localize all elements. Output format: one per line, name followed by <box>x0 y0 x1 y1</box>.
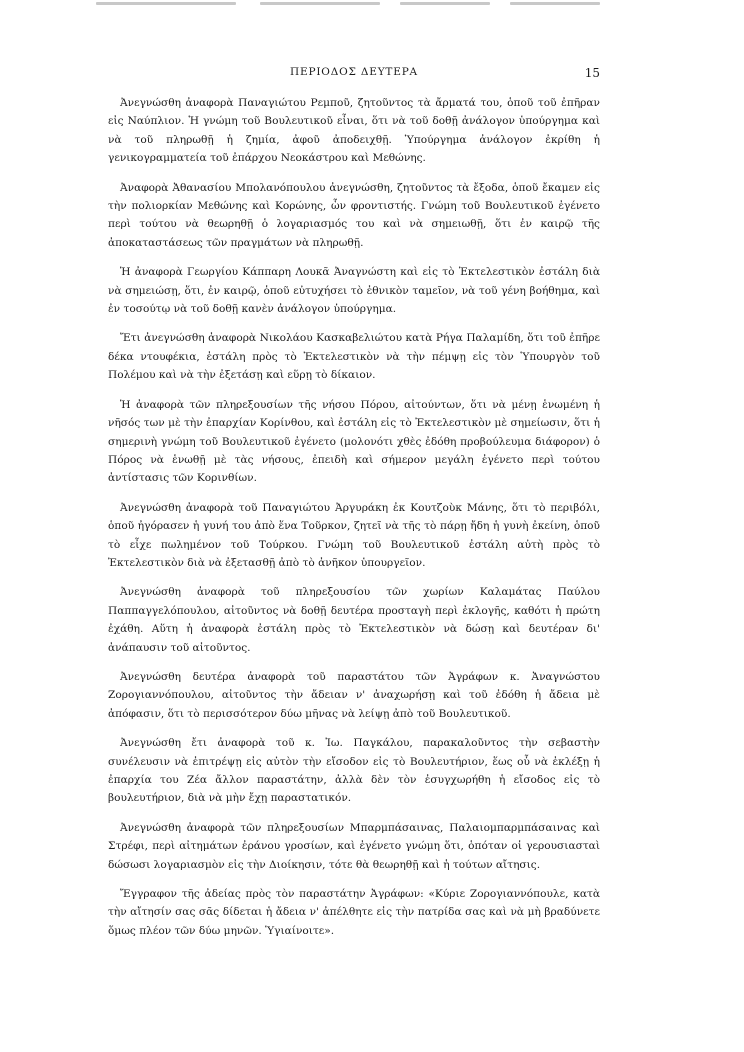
paragraph: Ἡ ἀναφορὰ Γεωργίου Κάππαρη Λουκᾶ Ἀναγνώστη καὶ εἰς τὸ Ἐκτελεστικὸν ἐστάλη διὰ νὰ σημειώσῃ, ὅτι, ἐν καιρῷ, ὁποῦ εὐτυχήσει τὸ ἐθνικὸν ταμεῖον, νὰ τοῦ γένη βοήθημα, καὶ ἐν τοσούτῳ νὰ τοῦ δοθῇ κανὲν ἀνάλογον ὑπούργημα. <box>108 266 600 316</box>
paragraph: Ἀναφορὰ Ἀθανασίου Μπολανόπουλου ἀνεγνώσθη, ζητοῦντος τὰ ἔξοδα, ὁποῦ ἔκαμεν εἰς τὴν πολιορκίαν Μεθώνης καὶ Κορώνης, ὧν φροντιστής. Γνώμη τοῦ Βουλευτικοῦ ἐγένετο περὶ τούτου νὰ θεωρηθῇ ὁ λογαριασμός του καὶ νὰ σημειωθῇ, ὅτι ἐν καιρῷ τῆς ἀποκαταστάσεως τῶν πραγμάτων νὰ πληρωθῇ. <box>108 181 600 249</box>
page-header <box>108 66 600 84</box>
page-number: 15 <box>584 66 600 80</box>
paragraph: Ἀνεγνώσθη ἀναφορὰ τῶν πληρεξουσίων Μπαρμπάσαινας, Παλαιομπαρμπάσαινας καὶ Στρέφι, περὶ αἰτημάτων ἐράνου γροσίων, καὶ ἐγένετο γνώμη ὅτι, ὁπόταν οἱ γερουσιασταὶ δώσωσι λογαριασμὸν εἰς τὴν Διοίκησιν, τότε θὰ θεωρηθῇ καὶ ἡ τούτων αἴτησις. <box>108 821 600 871</box>
scan-artifact <box>260 2 380 5</box>
running-head: ΠΕΡΙΟΔΟΣ ΔΕΥΤΕΡΑ <box>290 66 418 78</box>
scan-artifact <box>510 2 600 5</box>
paragraph: Ἡ ἀναφορὰ τῶν πληρεξουσίων τῆς νήσου Πόρου, αἰτούντων, ὅτι νὰ μένῃ ἑνωμένη ἡ νῆσός των μὲ τὴν ἐπαρχίαν Κορίνθου, καὶ ἐστάλη εἰς τὸ Ἐκτελεστικὸν μὲ σημείωσιν, ὅτι ἡ σημερινὴ γνώμη τοῦ Βουλευτικοῦ ἐγένετο (μολονότι χθὲς ἐδόθη προβούλευμα διάφορον) ὁ Πόρος νὰ ἑνωθῇ μὲ τὰς νήσους, ἐπειδὴ καὶ σήμερον μεγάλη ἐγένετο περὶ τούτου ἀντίστασις τῶν Κορινθίων. <box>108 398 600 485</box>
paragraph: Ἀνεγνώσθη δευτέρα ἀναφορὰ τοῦ παραστάτου τῶν Ἀγράφων κ. Ἀναγνώστου Ζορογιαννόπουλου, αἰτοῦντος τὴν ἄδειαν ν' ἀναχωρήσῃ καὶ τοῦ ἐδόθη ἡ ἄδεια μὲ ἀπόφασιν, ὅτι τὸ περισσότερον δύω μῆνας νὰ λείψῃ ἀπὸ τοῦ Βουλευτικοῦ. <box>108 670 600 720</box>
scan-artifact <box>400 2 490 5</box>
paragraph: Ἔγγραφον τῆς ἀδείας πρὸς τὸν παραστάτην Ἀγράφων: «Κύριε Ζορογιαννόπουλε, κατὰ τὴν αἴτησίν σας σᾶς δίδεται ἡ ἄδεια ν' ἀπέλθητε εἰς τὴν πατρίδα σας καὶ νὰ μὴ βραδύνετε ὅμως πλέον τῶν δύω μηνῶν. Ὑγιαίνοιτε». <box>108 888 600 937</box>
scan-artifact <box>96 2 236 5</box>
paragraph: Ἀνεγνώσθη ἀναφορὰ τοῦ Παναγιώτου Ἀργυράκη ἐκ Κουτζοὺκ Μάνης, ὅτι τὸ περιβόλι, ὁποῦ ἠγόρασεν ἡ γυνή του ἀπὸ ἕνα Τοῦρκον, ζητεῖ νὰ τῆς τὸ πάρῃ ἤδη ἡ γυνὴ ἐκείνη, ὁποῦ τὸ εἶχε πωλημένον τοῦ Τούρκου. Γνώμη τοῦ Βουλευτικοῦ ἐστάλη αὐτὴ πρὸς τὸ Ἐκτελεστικὸν διὰ νὰ ἐξετασθῇ ἀπὸ τὸ ἀνῆκον ὑπουργεῖον. <box>108 501 600 569</box>
paragraph: Ἀνεγνώσθη ἀναφορὰ τοῦ πληρεξουσίου τῶν χωρίων Καλαμάτας Παύλου Παππαγγελόπουλου, αἰτοῦντος νὰ δοθῇ δευτέρα προσταγὴ περὶ ἐκλογῆς, καθότι ἡ πρώτη ἐχάθη. Αὕτη ἡ ἀναφορὰ ἐστάλη πρὸς τὸ Ἐκτελεστικὸν νὰ δώσῃ καὶ δευτέραν δι' ἀνάπαυσιν τοῦ αἰτοῦντος. <box>108 586 600 654</box>
paragraph: Ἔτι ἀνεγνώσθη ἀναφορὰ Νικολάου Κασκαβελιώτου κατὰ Ρήγα Παλαμίδη, ὅτι τοῦ ἐπῆρε δέκα ντουφέκια, ἐστάλη πρὸς τὸ Ἐκτελεστικὸν νὰ τὴν πέμψῃ εἰς τὸν Ὑπουργὸν τοῦ Πολέμου καὶ νὰ τὴν ἐξετάσῃ καὶ εὕρῃ τὸ δίκαιον. <box>108 332 600 382</box>
paragraph: Ἀνεγνώσθη ἀναφορὰ Παναγιώτου Ρεμποῦ, ζητοῦντος τὰ ἄρματά του, ὁποῦ τοῦ ἐπῆραν εἰς Ναύπλιον. Ἡ γνώμη τοῦ Βουλευτικοῦ εἶναι, ὅτι νὰ τοῦ δοθῇ ἀνάλογον ὑπούργημα καὶ νὰ τοῦ πληρωθῇ ἡ ζημία, ἀφοῦ ἀποδειχθῇ. Ὑπούργημα ἀνάλογον ἐκρίθη ἡ γενικογραμματεία τοῦ ἐπάρχου Νεοκάστρου καὶ Μεθώνης. <box>108 97 600 165</box>
paragraph: Ἀνεγνώσθη ἔτι ἀναφορὰ τοῦ κ. Ἰω. Παγκάλου, παρακαλοῦντος τὴν σεβαστὴν συνέλευσιν νὰ ἐπιτρέψῃ εἰς αὐτὸν τὴν εἴσοδον εἰς τὸ Βουλευτήριον, ἕως οὗ νὰ ἐκλέξῃ ἡ ἐπαρχία του Ζέα ἄλλον παραστάτην, ἀλλὰ δὲν τὸν ἐσυγχωρήθη ἡ εἴσοδος εἰς τὸ βουλευτήριον, διὰ νὰ μὴν ἔχῃ παραστατικόν. <box>108 737 600 805</box>
body-text <box>108 94 600 951</box>
